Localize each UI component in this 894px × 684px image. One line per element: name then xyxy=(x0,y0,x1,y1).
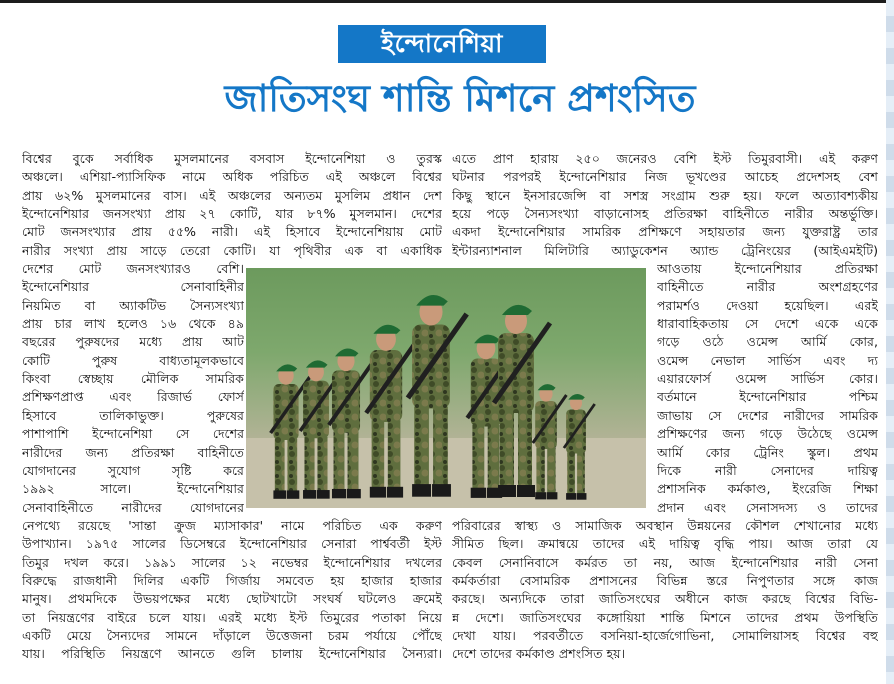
article-line: গড়ে ওঠে ওমেন্স আর্মি কোর, xyxy=(657,334,878,350)
article-line: ইন্দোনেশিয়ার সেনাবাহিনীর xyxy=(22,279,244,295)
article-line: সেনাবাহিনীতে নারীদের যোগদানের xyxy=(22,499,244,515)
article-line: বর্তমানে ইন্দোনেশিয়ার পশ্চিম xyxy=(657,389,878,405)
article-line: অঞ্চলে। এশিয়া-প্যাসিফিক নামে অধিক পরিচিত এই অঞ্চলে বিশ্বের xyxy=(22,169,442,185)
article-line: জাভায় সে দেশের নারীদের সামরিক xyxy=(657,407,878,423)
article-line: বিশ্বের বুকে সর্বাধিক মুসলমানের বসবাস ইন্দোনেশিয়া ও তুরস্ক xyxy=(22,151,442,166)
article-line: একটি মেয়ে সৈন্যদের সামনে দাঁড়ালে উত্তেজনা চরম পর্যায়ে পৌঁছে xyxy=(22,628,442,644)
article-line: তিমুর দখল করে। ১৯৯১ সালের ১২ নভেম্বর ইন্দোনেশিয়ার দখলের xyxy=(22,554,442,570)
article-line: মানুষ। প্রথমদিকে উভয়পক্ষের মধ্যে ছোটখাটো সংঘর্ষ ঘটলেও ক্রমেই xyxy=(22,591,442,607)
photo-illustration xyxy=(246,268,646,508)
article-line: নেপথ্যে রয়েছে 'সান্তা ক্রুজ ম্যাসাকার' নামে পরিচিত এক করুণ xyxy=(22,518,442,533)
article-line: প্রায় ৬২% মুসলমানের বাস। এই অঞ্চলের অন্যতম মুসলিম প্রধান দেশ xyxy=(22,187,442,203)
article-line: কিছু স্থানে ইনসারজেন্সি বা সশস্ত্র সংগ্রাম শুরু হয়। ফলে অত্যাবশ্যকীয় xyxy=(452,187,878,203)
article-line: ঘটনার পরপরই ইন্দোনেশিয়ার নিজ ভূখণ্ডের আচেহ প্রদেশসহ বেশ xyxy=(452,169,878,185)
article-line: ১৯৯২ সালে। ইন্দোনেশিয়ার xyxy=(22,481,244,497)
article-line: প্রদান এবং সেনাসদস্য ও তাদের xyxy=(657,499,878,515)
article-line: নারীদের জন্য প্রতিরক্ষা বাহিনীতে xyxy=(22,444,244,460)
article-line: ধারাবাহিকতায় সে দেশে একে একে xyxy=(657,316,878,332)
article-line: তা নিয়ন্ত্রণের বাইরে চলে যায়। এরই মধ্যে ইস্ট তিমুরের পতাকা নিয়ে xyxy=(22,609,442,625)
article-line: দিকে নারী সেনাদের দায়িত্ব xyxy=(657,462,878,478)
article-line: বছরের পুরুষদের মধ্যে প্রায় আট xyxy=(22,334,244,350)
page-edge-strip xyxy=(886,0,894,684)
article-line: পরিবারের স্বাস্থ্য ও সামাজিক অবস্থান উন্নয়নের কৌশল শেখানোর মধ্যে xyxy=(452,518,878,533)
article-line: বিরুদ্ধে রাজধানী দিলির একটি গির্জায় সমবেত হয় হাজার হাজার xyxy=(22,573,442,589)
article-line: দেশে তাদের কর্মকাণ্ড প্রশংসিত হয়। xyxy=(452,646,626,662)
article-line: মোট জনসংখ্যার প্রায় ৫৫% নারী। এই হিসাবে ইন্দোনেশিয়ায় মোট xyxy=(22,224,442,240)
article-line: প্রশাসনিক কর্মকাণ্ড, ইংরেজি শিক্ষা xyxy=(657,481,878,497)
article-line: নিয়মিত বা অ্যাকটিভ সৈন্যসংখ্যা xyxy=(22,297,244,313)
article-line: ওমেন্স নেভাল সার্ভিস এবং দ্য xyxy=(657,352,878,368)
article-line: নারীর সংখ্যা প্রায় সাড়ে তেরো কোটি। যা পৃথিবীর এক বা একাধিক xyxy=(22,242,442,258)
article-line: এতে প্রাণ হারায় ২৫০ জনেরও বেশি ইস্ট তিমুরবাসী। এই করুণ xyxy=(452,151,878,166)
article-line: ইন্টারন্যাশনাল মিলিটারি অ্যাডুকেশন অ্যান্ড ট্রেনিংয়ের (আইএমইটি) xyxy=(452,242,878,258)
article-line: প্রশিক্ষণপ্রাপ্ত এবং রিজার্ভ ফোর্স xyxy=(22,389,244,405)
article-line: কোটি পুরুষ বাধ্যতামূলকভাবে xyxy=(22,352,244,368)
article-line: পরামর্শও দেওয়া হয়েছিল। এরই xyxy=(657,297,878,313)
article-line: যোগদানের সুযোগ সৃষ্টি করে xyxy=(22,462,244,478)
article-line: উপাখ্যান। ১৯৭৫ সালের ডিসেম্বরে ইন্দোনেশিয়ার সেনারা পার্শ্ববর্তী ইস্ট xyxy=(22,536,442,552)
article-line: হয়ে পড়ে সৈন্যসংখ্যা বাড়ানোসহ প্রতিরক্ষা বাহিনীতে নারীর অন্তর্ভুক্তি। xyxy=(452,206,878,222)
article-line: পাশাপাশি ইন্দোনেশিয়া সে দেশের xyxy=(22,426,244,442)
article-line: এয়ারফোর্স ওমেন্স সার্ভিস কোর। xyxy=(657,371,878,387)
article-line: কর্মকর্তারা বেসামরিক প্রশাসনের বিভিন্ন স্তরে নিপুণতার সঙ্গে কাজ xyxy=(452,573,878,589)
article-line: করছে। অন্যদিকে তারা জাতিসংঘের অধীনে কাজ করছে বিশ্বের বিভি- xyxy=(452,591,878,607)
female-soldiers-marching-photo xyxy=(246,268,646,508)
article-line: যায়। পরিস্থিতি নিয়ন্ত্রণে আনতে গুলি চালায় ইন্দোনেশিয়ার সৈন্যরা। xyxy=(22,646,442,662)
headline: জাতিসংঘ শান্তি মিশনে প্রশংসিত xyxy=(224,77,696,120)
article-line: আওতায় ইন্দোনেশিয়ার প্রতিরক্ষা xyxy=(657,261,878,276)
article-line: কেবল সেনানিবাসে কর্মরত তা নয়, আজ ইন্দোনেশিয়ার নারী সেনা xyxy=(452,554,878,570)
article-line: ন্ন দেশে। জাতিসংঘের কঙ্গোয়িয়া শান্তি মিশনে তাদের প্রথম উপস্থিতি xyxy=(452,609,878,625)
article-line: প্রশিক্ষণের জন্য গড়ে উঠেছে ওমেন্স xyxy=(657,426,878,442)
article-line: প্রায় চার লাখ হলেও ১৬ থেকে ৪৯ xyxy=(22,316,244,332)
article-line: দেখা যায়। পরবর্তীতে বসনিয়া-হার্জেগোভিনা, সোমালিয়াসহ বিশ্বের বহু xyxy=(452,628,878,644)
article-line: সীমিত ছিল। ক্রমান্বয়ে তাদের এই দায়িত্ব বৃদ্ধি পায়। আজ তারা যে xyxy=(452,536,878,552)
top-rule xyxy=(0,0,894,3)
section-kicker: ইন্দোনেশিয়া xyxy=(338,25,546,63)
article-line: হিসাবে তালিকাভুক্ত। পুরুষের xyxy=(22,407,244,423)
article-line: আর্মি কোর ট্রেনিং স্কুল। প্রথম xyxy=(657,444,878,460)
article-line: ইন্দোনেশিয়ার জনসংখ্যা প্রায় ২৭ কোটি, যার ৮৭% মুসলমান। দেশের xyxy=(22,206,442,222)
article-line: একদা ইন্দোনেশিয়ার সামরিক প্রশিক্ষণে সহায়তার জন্য যুক্তরাষ্ট্র তার xyxy=(452,224,878,240)
article-line: কিংবা স্বেচ্ছায় মৌলিক সামরিক xyxy=(22,371,244,387)
article-line: দেশের মোট জনসংখ্যারও বেশি। xyxy=(22,261,244,276)
article-line: বাহিনীতে নারীর অংশগ্রহণের xyxy=(657,279,878,295)
